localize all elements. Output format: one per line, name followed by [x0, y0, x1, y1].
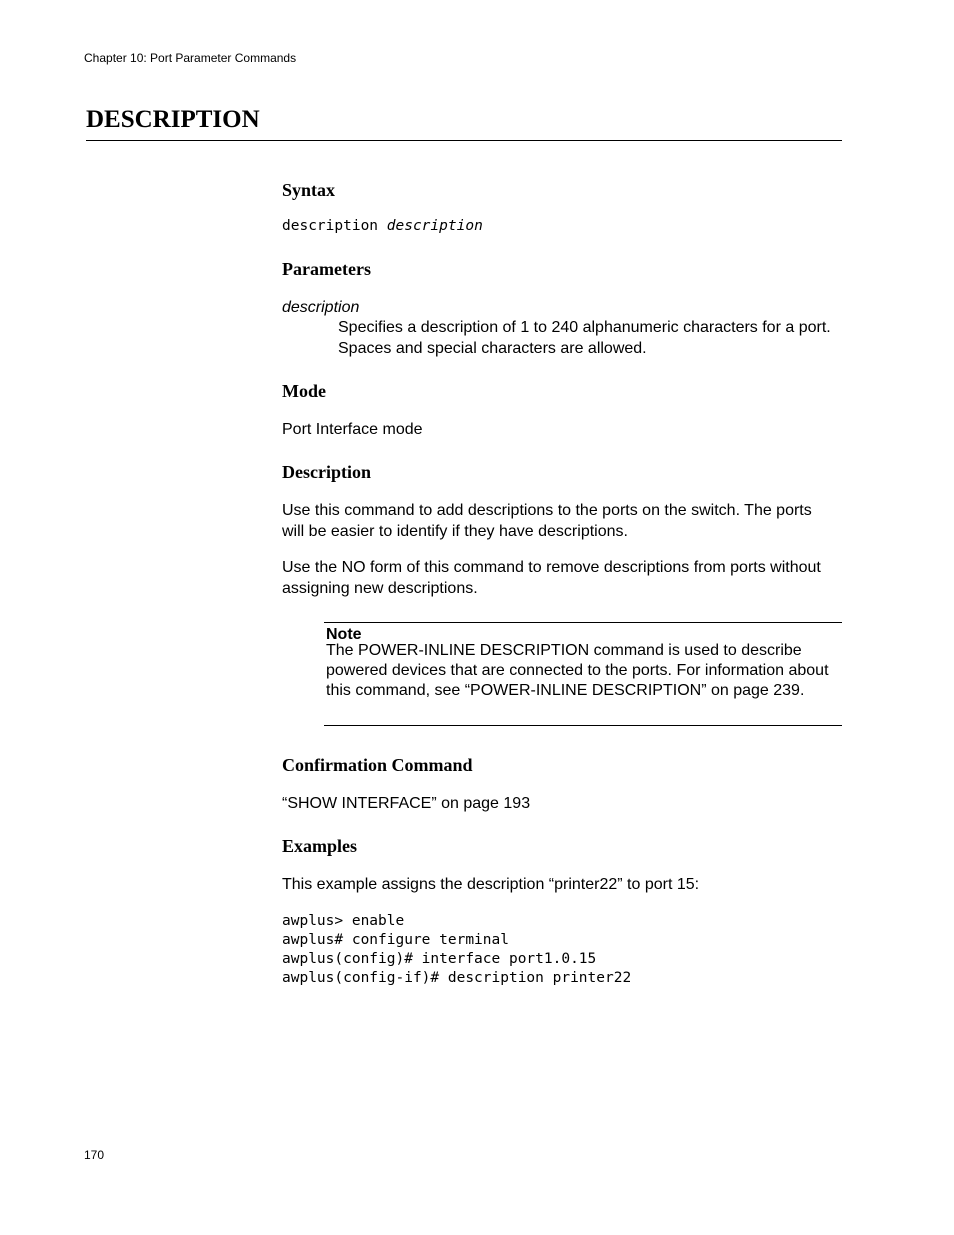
- examples-intro: This example assigns the description “printer22” to port 15:: [282, 876, 700, 893]
- parameter-name: description: [282, 299, 360, 316]
- syntax-variable: description: [386, 218, 483, 234]
- confirmation-heading: Confirmation Command: [282, 755, 473, 775]
- running-header: Chapter 10: Port Parameter Commands: [84, 51, 297, 65]
- mode-text: Port Interface mode: [282, 421, 423, 438]
- code-line: awplus(config-if)# description printer22: [282, 970, 632, 986]
- description-paragraph-1: Use this command to add descriptions to the ports on the switch. The ports will be easier to identify if they have descriptions.: [282, 502, 812, 540]
- example-code-block: [282, 912, 631, 988]
- page-number: 170: [84, 1148, 105, 1162]
- title-rule: [86, 140, 842, 141]
- description-heading: Description: [282, 462, 371, 482]
- parameter-description: Specifies a description of 1 to 240 alphanumeric characters for a port. Spaces and special characters are allowed.: [338, 319, 831, 357]
- confirmation-reference-link[interactable]: “SHOW INTERFACE” on page 193: [282, 795, 531, 812]
- note-label: Note: [326, 626, 362, 643]
- examples-heading: Examples: [282, 836, 358, 856]
- mode-heading: Mode: [282, 381, 326, 401]
- code-line: awplus(config)# interface port1.0.15: [282, 951, 597, 967]
- syntax-command: description: [282, 218, 379, 234]
- note-text: The POWER-INLINE DESCRIPTION command is used to describe powered devices that are connected to the ports. For information about this command, see “POWER-INLINE DESCRIPTION” on page 239.: [326, 642, 829, 699]
- code-line: awplus# configure terminal: [282, 932, 509, 948]
- syntax-line: [282, 217, 483, 236]
- note-box: [324, 622, 842, 726]
- page-title: DESCRIPTION: [86, 106, 260, 133]
- code-line: awplus> enable: [282, 913, 405, 929]
- description-paragraph-2: Use the NO form of this command to remove descriptions from ports without assigning new descriptions.: [282, 559, 821, 597]
- syntax-heading: Syntax: [282, 180, 336, 200]
- parameters-heading: Parameters: [282, 259, 371, 279]
